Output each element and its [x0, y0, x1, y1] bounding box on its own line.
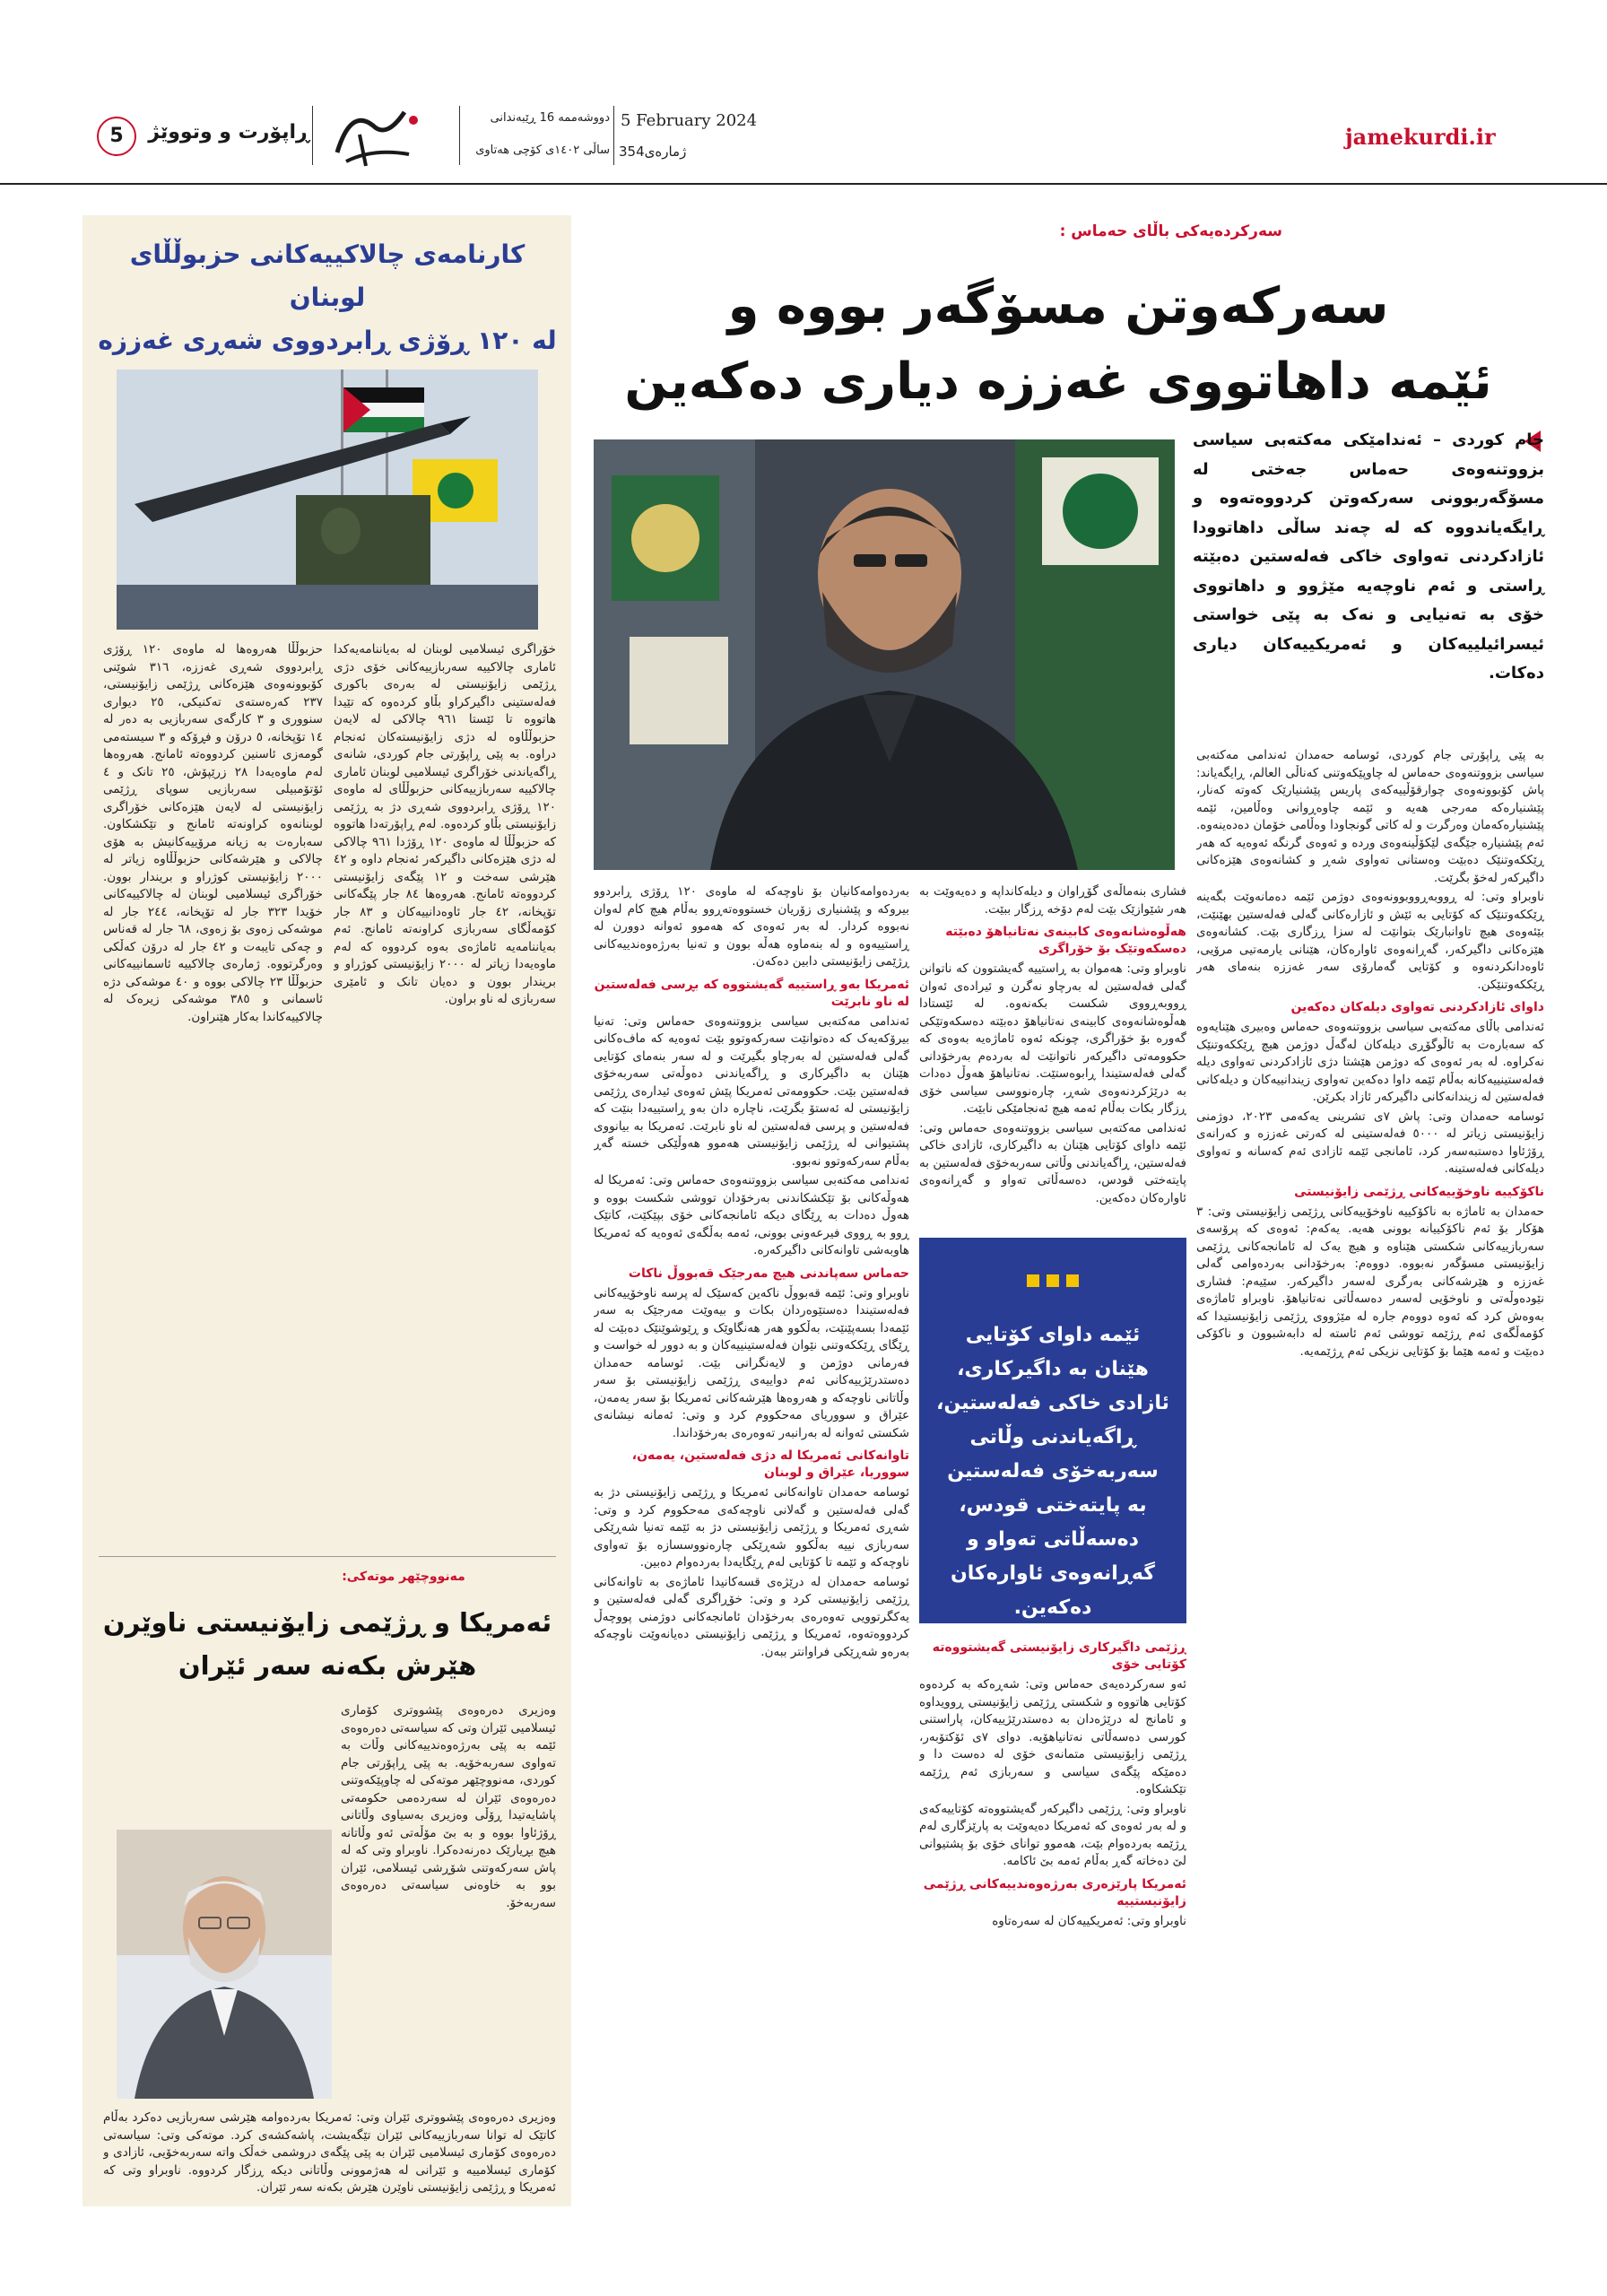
- paragraph: ناوبراو وتی: لە ڕووبەڕووبوونەوەی دوژمن ئێمە دەمانەوێت بگەینە ڕێککەوتنێک کە کۆتایی بە ئێش و ئازارەکانی گەلی فەلەستین بهێنێت، بێئەوەی هیچ تاوانبارێک بتوانێت لە سزا ڕزگاری بێت. کشانەوەی هێزەکانی داگیرکەر، گەڕانەوەی ئاوارەکان، هێنانی یارمەتیی مرۆیی، ئاوەدانکردنەوە و کۆتایی گەمارۆی سەر غەززە بنەمای هەر ڕێککەوتنێکن.: [1196, 890, 1544, 992]
- subheading: ئەمریکا بەو ڕاستییە گەیشتووە کە بڕسی فەلەستین لە ناو نابرێت: [594, 977, 909, 1009]
- paragraph: ئەندامی مەکتەبی سیاسی بزووتنەوەی حەماس وتی: ئەمریکا لە هەوڵەکانی بۆ تێکشکاندنی بەرخۆدان تووشی شکست بووە و هەوڵ دەدات بە ڕێگای دیکە ئامانجەکانی خۆی بپێکێت، کاتێک ڕوو بە ڕووی فیرعەونی بوونی، ئەمە بەڵگەی ئەوەیە کە ئەمریکا هاوبەشی تاوانەکانی داگیرکەرە.: [594, 1173, 909, 1257]
- paragraph: فشاری بنەماڵەی گۆڕاوان و دیلەکانداپە و دەیەوێت بە هەر شێوازێک بێت لەم دۆخە ڕزگار ببێت.: [919, 884, 1186, 917]
- article-headline: [583, 269, 1533, 420]
- sidebar-column-b: حزبوڵڵا هەروەها لە ماوەی ١٢٠ ڕۆژی ڕابردووی شەڕی غەززە، ٣١٦ شوێنی کۆبوونەوەی هێزەکانی ڕژێمی زایۆنیستی، ٢٣٧ کەرەستەی تەکنیکی، ٢٥ دیواری سنووری و ٣ کارگەی سەربازیی بە دەر لە ١٤ تۆپخانە، ٥ درۆن و فڕۆکە و ٣ سیستەمی گومەزی ئاسنین کردووەتە ئامانج. هەروەها لەم ماوەیەدا ٢٨ زرێپۆش، ٢٥ تانک و ٤ ئۆتۆمبیلی سەربازیی سوپای ڕژێمی زایۆنیستی لە لایەن هێزەکانی خۆراگری لوبنانەوە کراونەتە ئامانج و تێکشکاون. سەبارەت بە زیانە مرۆییەکانیش بە هۆی چالاکی و هێرشەکانی حزبوڵڵاوە زیاتر لە ٢٠٠٠ زایۆنیستی کوژراو و بریندار بوون. خۆراگری ئیسلامیی لوبنان لە چالاکییەکانی خۆیدا ٣٢٣ جار لە تۆپخانە، ٢٤٤ جار لە موشەکی زەوی بۆ زەوی، ٦٨ جار لە قەناس و چەکی تایبەت و ٤٢ جار لە درۆن کەڵکی وەرگرتووە. ژمارەی چالاکییە ئاسمانییەکانی حزبوڵڵا ٢٣ چالاکی بووە و ٤٠ موشەکی دژە ئاسمانی و ٣٨٥ موشەکی زیرەک لە چالاکییەکاندا بەکار هێنراون.: [103, 642, 323, 1024]
- article-column-1: [1196, 747, 1544, 2200]
- header-divider: [613, 106, 614, 165]
- sidebar-column-c: وەزیری دەرەوەی پێشووتری کۆماری ئیسلامیی ئێران وتی کە سیاسەتی دەرەوەی ئێمە بە پێی بەرژەوەندییەکانی وڵات بە تەواوی سەربەخۆیە. بە پێی ڕاپۆرتی جام کوردی، مەنووچێهر موتەکی لە چاوپێکەوتنی دەرەوەی ئێران لە سەردەمی حکومەتی پاشایەتیدا ڕۆڵی وەزیری بەسیاوی وڵاتانی ڕۆژئاوا بووە و بە بێ مۆڵەتی ئەو وڵاتانە هیچ بڕیارێک دەرنەدەکرا. ناوبراو وتی کە لە پاش سەرکەوتنی شۆڕشی ئیسلامی، ئێران بوو بە خاوەنی سیاسەتی دەرەوەی سەربەخۆ.: [341, 1703, 556, 1910]
- paragraph: حەمدان بە ئاماژە بە ناکۆکییە ناوخۆییەکانی ڕژێمی زایۆنیستی وتی: ٣ هۆکار بۆ ئەم ناکۆکییانە بوونی هەیە. یەکەم: ئەوەی کە پرۆسەی سەربازییەکانی شکستی هێناوە و هیچ یەک لە ئامانجەکانی ڕژێمی زایۆنیستی مسۆگەر نەبووە. دووەم: بەرخۆدانی بەردەوامی گەلی غەززە و هێرشەکانی بەرگری لەسەر داگیرکەر. سێیەم: فشاری نێودەوڵەتی و ناوخۆیی لەسەر دەسەڵاتی نەتانیاهۆ. ناوبراو ئاماژەی بەوەش کرد کە ئەوە دووەم جارە لە مێژووی ڕژێمی زایۆنیستیدا کە کۆمەڵگەی ئەم ڕژێمە تووشی ئەم ئاستە لە دابەشبوون و ناکۆکی دەبێت و ئەمە هێما بۆ کۆتایی نزیکی ئەم ڕژێمەیە.: [1196, 1204, 1544, 1359]
- newspaper-logo: [319, 99, 436, 174]
- subheading: ئەمریکا پارێزەری بەرژەوەندییەکانی ڕژێمی زایۆنیستییە: [923, 1876, 1186, 1909]
- header-divider: [312, 106, 313, 165]
- site-url[interactable]: jamekurdi.ir: [1345, 124, 1496, 150]
- section-title: ڕاپۆرت و وتووێژ: [148, 121, 309, 144]
- article-column-2-top: [919, 883, 1186, 1229]
- subheading: ڕژێمی داگیرکاری زایۆنیستی گەیشتووەتە کۆتایی خۆی: [932, 1640, 1186, 1672]
- article-column-3: [594, 883, 909, 2200]
- paragraph: ئەندامی باڵای مەکتەبی سیاسی بزووتنەوەی حەماس وەبیری هێنایەوە کە سەبارەت بە ئاڵوگۆڕی دیلەکان لەگەڵ دوژمن هیچ ڕێککەوتنێک نەکراوە. لە بەر ئەوەی کە دوژمن هێشتا دژی ئازادکردنی تەواوی دیلە فەلەستینییەکانە بەڵام ئێمە داوا دەکەین تەواوی زیندانییەکان و دیلەکانی فەلەستین لە زیندانەکانی داگیرکەر ئازاد بکرێن.: [1196, 1020, 1544, 1104]
- paragraph: بەردەوامەکانیان بۆ ناوچەکە لە ماوەی ١٢٠ ڕۆژی ڕابردوو بیروکە و پێشنیاری زۆریان خستووەتەڕوو بەڵام هیچ کام لەوان نەبووە کردار. لە بەر ئەوەی کە هەموو ئەوانە دوورن لە ڕاستییەوە و لە بنەماوە هەڵە بوون و تەنیا بەرژەوەندییەکانی ڕژێمی زایۆنیستی دابین دەکەن.: [594, 884, 909, 969]
- article-column-2-bottom: [919, 1634, 1186, 2199]
- subheading: تاوانەکانی ئەمریکا لە دژی فەلەستین، یەمەن، سووریا، عێراق و لوبنان: [631, 1448, 909, 1480]
- page-number: 5: [97, 117, 136, 156]
- headline-line-2: ئێمە داهاتووی غەززە دیاری دەکەین: [624, 352, 1492, 411]
- sidebar-title: [90, 233, 565, 362]
- sidebar-headline-2: [90, 1601, 565, 1687]
- sidebar-title-line-1: کارنامەی چالاکییەکانی حزبوڵڵای لوبنان: [129, 239, 526, 312]
- header-rule: [0, 183, 1607, 185]
- sidebar-headline-2-line-2: هێرش بکەنە سەر ئێران: [178, 1650, 477, 1681]
- headline-line-1: سەرکەوتن مسۆگەر بووە و: [727, 277, 1389, 335]
- paragraph: ناوبراو وتی: ئێمە قەبووڵ ناکەین کەسێک لە پرسە ناوخۆییەکانی فەلەستیندا دەستێوەردان بکات و بیەوێت مەرجێک بە سەر ئێمەدا بسەپێنێت، بەڵکوو هەر هەنگاوێک و ڕێوشوێنێک دەبێت لە ڕێگای ڕێککەوتنی نێوان فەلەستینییەکان و بە دوور لە خواست و فەرمانی دوژمن و لایەنگرانی بێت. ئوسامە حەمدان دەستدرێژییەکانی ئەم دواییەی ڕژێمی زایۆنیستی بۆ سەر وڵاتانی ناوچەکە و هەروەها هێرشەکانی ئەمریکا بۆ سەر یەمەن، عێراق و سووریای مەحکووم کرد و وتی: ئەمانە نیشانەی شکستی ئەوانە لە بەرانبەر تەوەرەی بەرخۆداندا.: [594, 1285, 909, 1440]
- sidebar-divider: [99, 1556, 556, 1557]
- missile-photo: [117, 370, 538, 630]
- paragraph: ئەو سەرکردەیەی حەماس وتی: شەڕەکە بە کردەوە کۆتایی هاتووە و شکستی ڕژێمی زایۆنیستی ڕوویداوە و ئامانج لە درێژەدان بە دەستدرێژییەکان، پاراستنی کورسی دەسەڵاتی نەتانیاهۆیە. دوای ٧ی ئۆکتۆبەر، ڕژێمی زایۆنیستی متمانەی خۆی لە دەست دا و دەمێکە پێگەی سیاسی و سەربازی ئەم ڕژێمە تێکشکاوە.: [919, 1677, 1186, 1796]
- paragraph: ناوبراو وتی: هەموان بە ڕاستییە گەیشتوون کە ناتوانن گەلی فەلەستین لە بەرچاو نەگرن و ئیرادەی ئەوان ڕووبەڕووی شکست بکەنەوە. لە ئێستادا هەڵوەشانەوەی کابینەی نەتانیاهۆ دەبێتە دەسکەوتێکی گەورە بۆ خۆراگری، چونکە ئەوە ئاماژەیە بەوەی کە حکوومەتی داگیرکەر ناتوانێت لە بەردەم بەرخۆدانی گەلی فەلەستیندا ڕابوەستێت. نەتانیاهۆ هەوڵ دەدات بە درێژکردنەوەی شەڕ، چارەنووسی سیاسی خۆی ڕزگار بکات بەڵام ئەمە هیچ ئەنجامێکی نابێت.: [919, 961, 1186, 1116]
- pull-quote-text: ئێمە داوای کۆتایی هێنان بە داگیرکاری، ئازادی خاکی فەلەستین، ڕاگەیاندنی وڵاتی سەربەخۆی فەلەستین بە پایتەختی قودس، دەسەڵاتی تەواو و گەڕانەوەی ئاوارەکان دەکەین.: [936, 1324, 1169, 1619]
- date-kurdish: دووشەممە 16 ڕێبەندانی: [490, 111, 610, 125]
- header-divider: [459, 106, 460, 165]
- paragraph: ئوسامە حەمدان تاوانەکانی ئەمریکا و ڕژێمی زایۆنیستی دژ بە گەلی فەلەستین و گەلانی ناوچەکەی مەحکووم کرد و وتی: شەڕی ئەمریکا و ڕژێمی زایۆنیستی دژ بە ئێمە تەنیا شەڕێکی سەربازی نییە بەڵکوو شەڕێکی چارەنووسسازە بۆ تەواوی ناوچەکە و ئێمە تا کۆتایی لەم ڕێگایەدا بەردەوام دەبین.: [594, 1485, 909, 1570]
- sidebar-kicker: مەنووچێهر موتەکی:: [342, 1570, 465, 1584]
- paragraph: بە پێی ڕاپۆرتی جام کوردی، ئوسامە حەمدان ئەندامی مەکتەبی سیاسی بزووتنەوەی حەماس لە چاوپێکەوتنی کەناڵی العالم، ڕایگەیاند: پاش کۆبوونەوەی چوارقۆڵییەکەی پاریس پێشنیارێک کەوتە کەنار، پێشنیارەکە مەرجی هەیە و ئێمە چاوەڕوانی وەڵامین، ئێمە پێشنیارەکەمان وەرگرت و لە کاتی گونجاودا وەڵامی خۆمان دەدەینەوە. ئەم پێشنیارە جێگەی لێکۆڵینەوەی وردە و ئەوەی گرنگە ئەوەیە کە هەر ڕێککەوتنێک دەبێت وەستانی تەواوی شەڕ و کشانەوەی هێزەکانی داگیرکەر لەخۆ بگرێت.: [1196, 748, 1544, 885]
- year-kurdish: ساڵی ١٤٠٢ی کۆچی هەتاوی: [475, 144, 610, 157]
- subheading: حەماس سەپاندنی هیچ مەرجێک قەبووڵ ناکات: [628, 1265, 909, 1281]
- pull-quote-box: [919, 1238, 1186, 1623]
- paragraph: ئوسامە حەمدان لە درێژەی قسەکانیدا ئاماژەی بە تاوانەکانی ڕژێمی زایۆنیستی کرد و وتی: خۆڕاگری گەلی فەلەستین و یەکگرتوویی تەوەرەی بەرخۆدان ئامانجەکانی دوژمنی پووچەڵ کردووەتەوە، ئەمریکا و ڕژێمی زایۆنیستی دەیانەوێت ناوچەکە بەرەو شەڕێکی فراوانتر ببەن.: [594, 1574, 909, 1659]
- sidebar-column-a: خۆراگری ئیسلامیی لوبنان لە بەیاننامەیەکدا ئاماری چالاکییە سەربازییەکانی خۆی دژی ڕژێمی زایۆنیستی لە بەرەی باکوری فەلەستینی داگیرکراو بڵاو کردەوە کە تێیدا هاتووە تا ئێستا ٩٦١ چالاکی لە لایەن حزبوڵڵاوە لە دژی زایۆنیستەکان ئەنجام دراوە. بە پێی ڕاپۆرتی جام کوردی، شانەی ڕاگەیاندنی خۆراگری ئیسلامیی لوبنان ئاماری چالاکییە سەربازییەکانی حزبوڵڵای لە ماوەی ١٢٠ ڕۆژی ڕابردووی شەڕی دژ بە ڕژێمی زایۆنیستی بڵاو کردەوە. لەم ڕاپۆرتەدا هاتووە کە حزبوڵڵا لە ماوەی ١٢٠ ڕۆژدا ٩٦١ چالاکی لە دژی هێزەکانی داگیرکەر ئەنجام داوە و ٤٢ هێرشی سەخت و ١٢ پێگەی زایۆنیستی کردووەتە ئامانج. هەروەها ٨٤ جار پێگەکانی تۆپخانە، ٤٢ جار ئاوەدانییەکان و ٨٣ جار کۆمەڵگای سەربازی کراونەتە ئامانج. ئەم بەیاننامەیە ئاماژەی بەوە کردووە کە لەم ماوەیەدا زیاتر لە ٢٠٠٠ زایۆنیستی کوژراو و بریندار بوون و دەیان تانک و ئامێری سەربازی لە ناو براون.: [334, 642, 556, 1006]
- sidebar-headline-2-line-1: ئەمریکا و ڕژێمی زایۆنیستی ناوێرن: [102, 1607, 552, 1638]
- issue-number: ژمارەی354: [619, 144, 687, 160]
- subheading: هەڵوەشانەوەی کابینەی نەتانیاهۆ دەبێتە دەسکەوتێک بۆ خۆراگری: [945, 925, 1186, 956]
- date-english: 5 February 2024: [621, 111, 758, 130]
- paragraph: ناوبراو وتی: ڕژێمی داگیرکەر گەیشتووەتە کۆتاییەکەی و لە بەر ئەوەی کە ئەمریکا دەیەوێت بە پارێزگاری لەم ڕژێمە بەردەوام بێت، هەموو توانای خۆی بۆ پشتیوانی لێ دەخاتە گەڕ بەڵام ئەمە بێ ئاکامە.: [919, 1801, 1186, 1868]
- paragraph: ناوبراو وتی: ئەمریکییەکان لە سەرەتاوە: [992, 1913, 1186, 1928]
- paragraph: ئەندامی مەکتەبی سیاسی بزووتنەوەی حەماس وتی: ئێمە داوای کۆتایی هێنان بە داگیرکاری، ئازادی خاکی فەلەستین، ڕاگەیاندنی وڵاتی سەربەخۆی فەلەستین بە پایتەختی قودس، دەسەڵاتی تەواو و گەڕانەوەی ئاوارەکان دەکەین.: [919, 1120, 1186, 1205]
- portrait-photo: [117, 1830, 332, 2099]
- article-lead: جام کوردی – ئەندامێکی مەکتەبی سیاسی بزووتنەوەی حەماس جەختی لە مسۆگەربوونی سەرکەوتن کردووەتەوە و ڕایگەیاندووە کە لە چەند ساڵی داهاتوودا ئازادکردنی تەواوی خاکی فەلەستین دەبێتە ڕاستی و ئەم ناوچەیە مێژوو و داهاتووی خۆی بە تەنیایی و نەک بە پێی خواستی ئیسرائیلییەکان و ئەمریکییەکان دیاری دەکات.: [1193, 430, 1544, 683]
- subheading: ناکۆکییە ناوخۆییەکانی ڕژێمی زایۆنیستی: [1294, 1184, 1544, 1199]
- paragraph: ئەندامی مەکتەبی سیاسی بزووتنەوەی حەماس وتی: تەنیا بیرۆکەیەک کە دەتوانێت سەرکەوتوو بێت ئەوەیە کە ماف‌ەکانی گەلی فەلەستین لە بەرچاو بگیرێت و لە سەر بنەمای کۆتایی هێنان بە داگیرکاری و ڕاگەیاندنی دەوڵەتی سەربەخۆی فەلەستین بێت. حکوومەتی ئەمریکا پێش ئەوەی ئیدارەی ڕژێمی زایۆنیستی لە ئەستۆ بگرێت، ناچارە دان بەو ڕاستییەدا بنێت کە فەلەستین و پرسی فەلەستین لە ناو نابرێت. ئەمریکا بە بیانووی پشتیوانی لە ڕژێمی زایۆنیستی هەموو هەوڵێکی خستە گەڕ بەڵام سەرکەوتوو نەبوو.: [594, 1013, 909, 1169]
- article-kicker: سەرکردەیەکی باڵای حەماس :: [1059, 222, 1282, 240]
- subheading: داوای ئازادکردنی تەواوی دیلەکان دەکەین: [1290, 1000, 1544, 1014]
- paragraph: ئوسامە حەمدان وتی: پاش ٧ی تشرینی یەکەمی ٢٠٢٣، دوژمنی زایۆنیستی زیاتر لە ٥٠٠٠ فەلەستینی لە کەرتی غەززە و کەرانەی ڕۆژئاوا دەستبەسەر کرد، ئامانجی ئێمە ئازادی ئەم کەسانە و تەواوی دیلەکانی فەلەستینە.: [1196, 1109, 1544, 1176]
- sidebar-column-d: وەزیری دەرەوەی پێشووتری ئێران وتی: ئەمریکا بەردەوامە هێرشی سەربازیی دەکرد بەڵام کاتێک لە توانا سەربازییەکانی ئێران تێگەیشت، پاشەکشەی کرد. موتەکی وتی: سیاسەتی دەرەوەی کۆماری ئیسلامیی ئێران بە پێی پێگەی دروشمی خەڵک واتە سەربەخۆیی، ئازادی و کۆماری ئیسلامییە و ئێرانی لە هەژموونی وڵاتانی دیکە ڕزگار کردووە. ناوبراو وتی کە ئەمریکا و ڕژێمی زایۆنیستی ناوێرن هێرش بکەنە سەر ئێران.: [103, 2110, 556, 2195]
- sidebar-title-line-2: لە ١٢٠ ڕۆژی ڕابردووی شەڕی غەززە: [98, 326, 557, 355]
- quote-dots: [919, 1274, 1186, 1291]
- interview-photo: [594, 439, 1175, 870]
